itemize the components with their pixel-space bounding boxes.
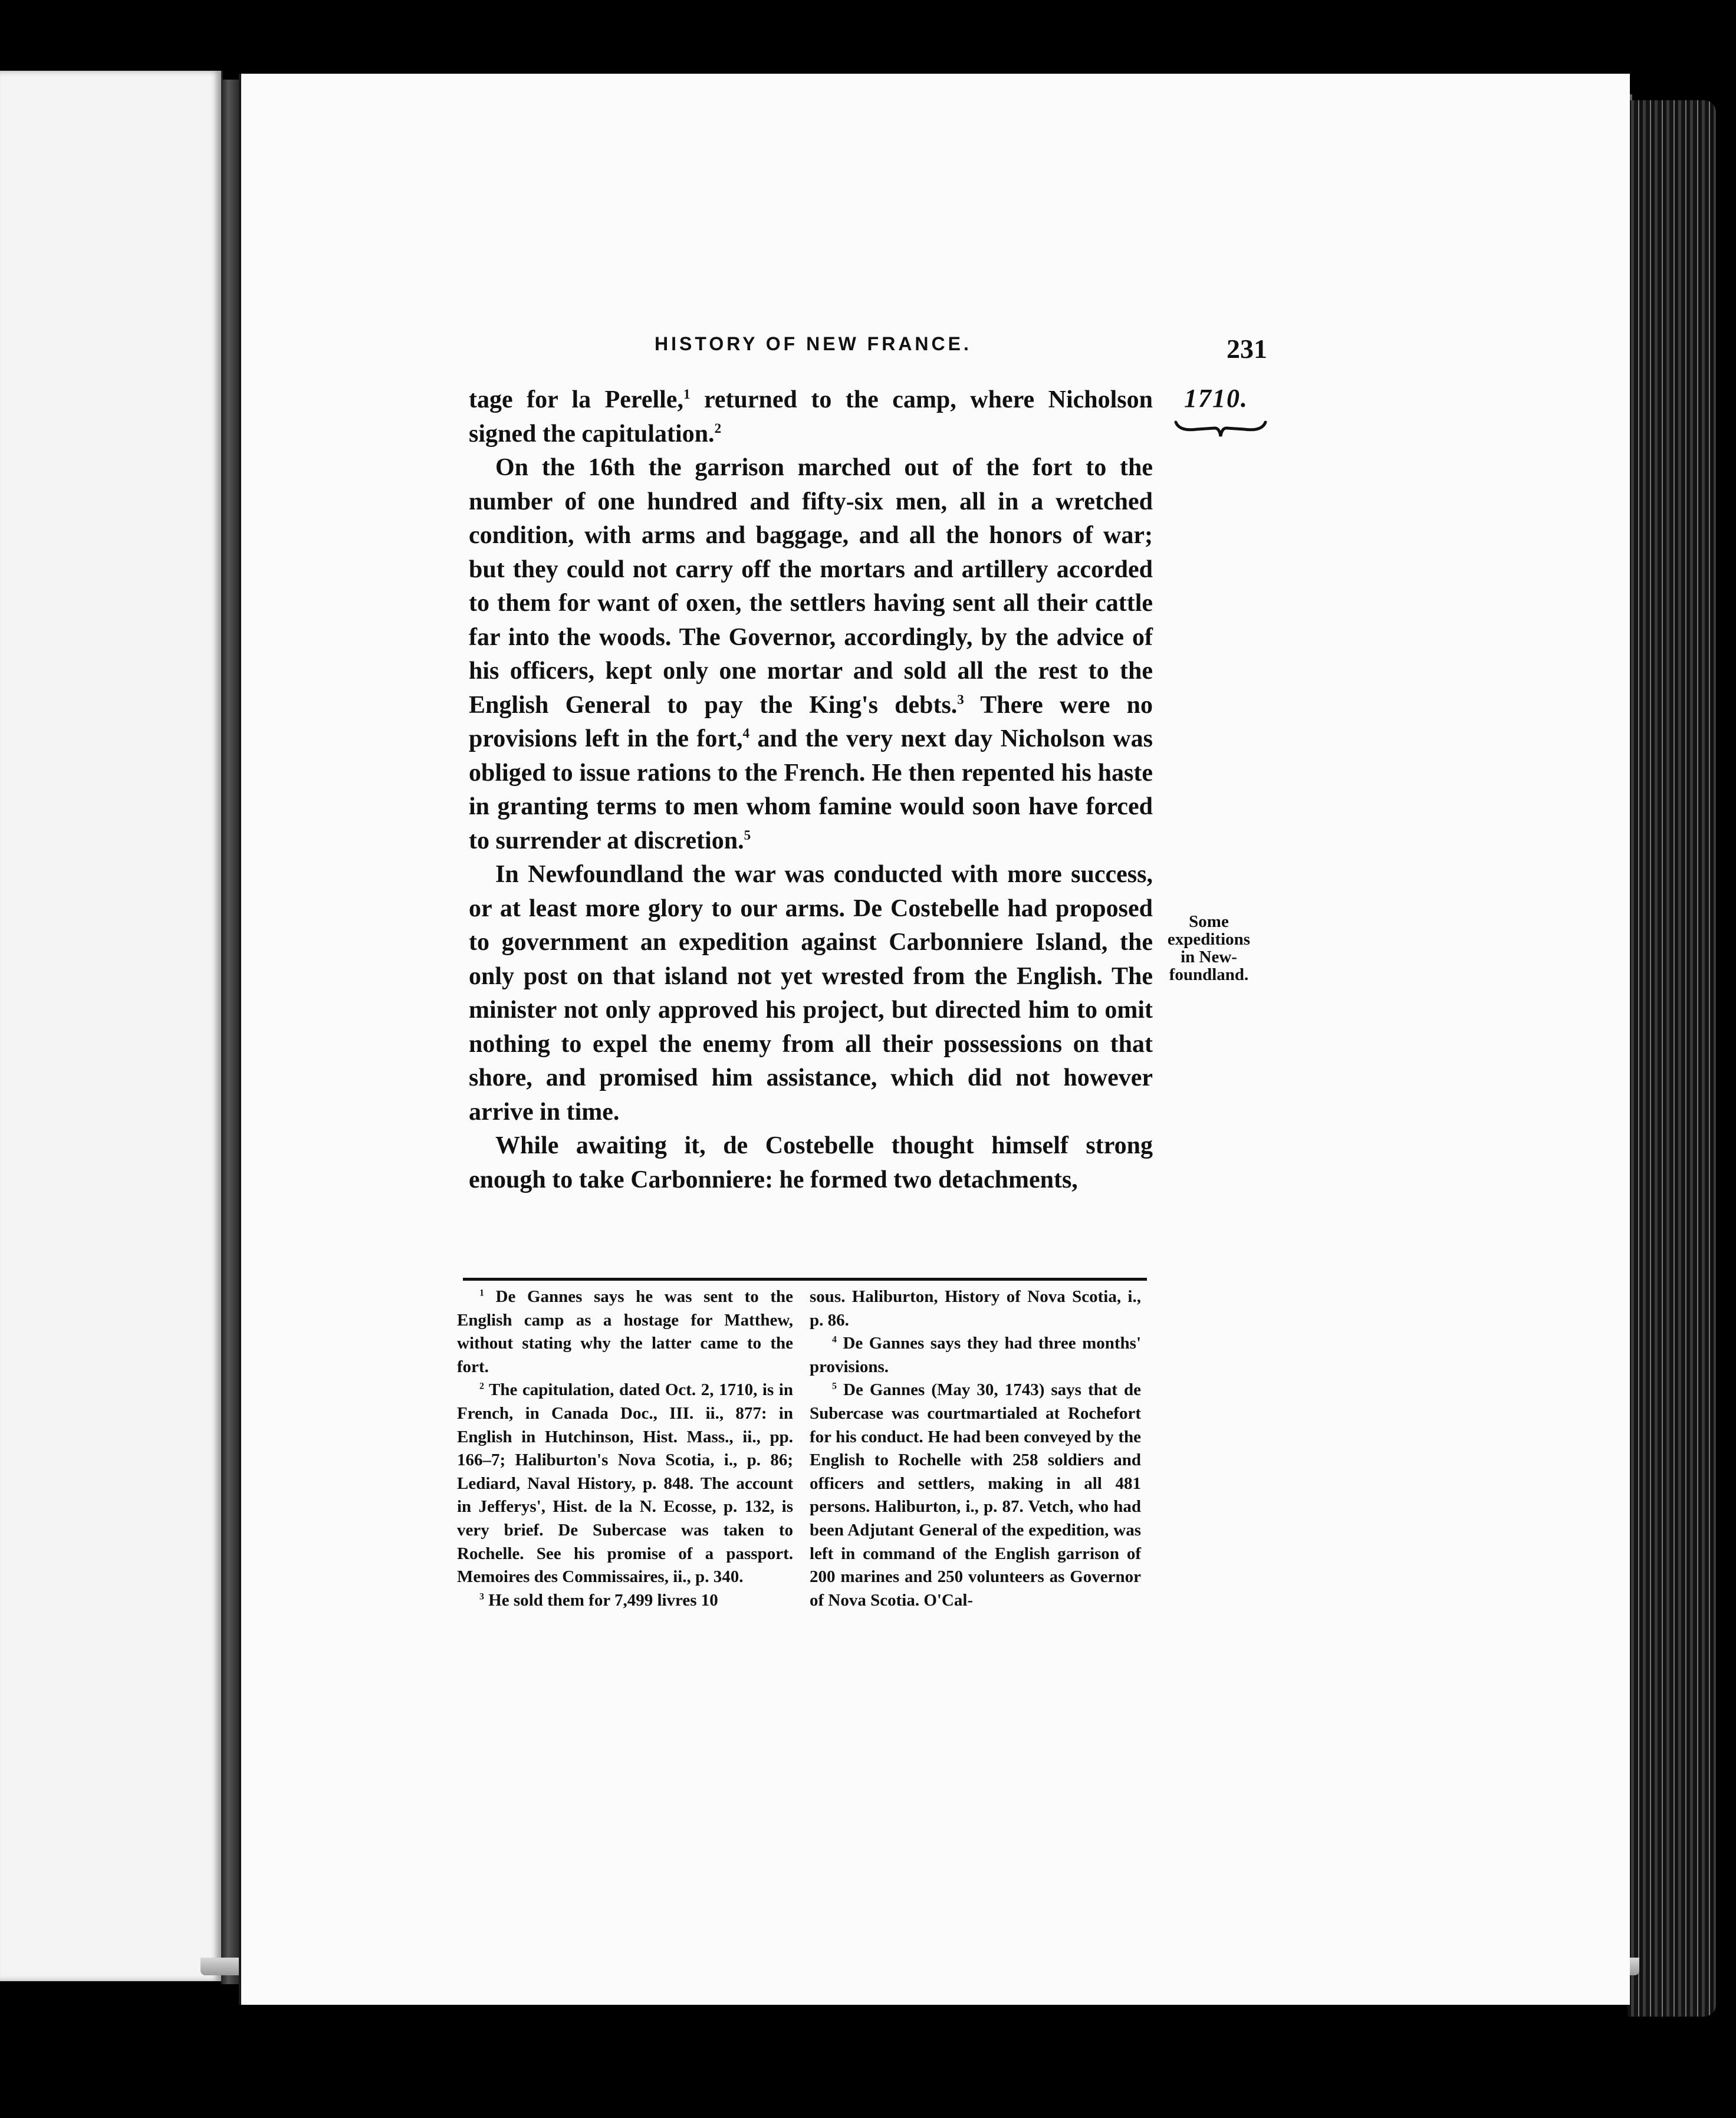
margin-brace-icon: [1173, 419, 1268, 442]
footnote-marker: 2: [714, 420, 722, 436]
footnote: [810, 1379, 1141, 1612]
facing-page-edge: [0, 71, 223, 1981]
footnotes-left-column: [457, 1285, 793, 1612]
running-head: HISTORY OF NEW FRANCE.: [655, 333, 972, 354]
margin-note-line: foundland.: [1169, 965, 1249, 984]
footnote-marker: 5: [744, 827, 751, 843]
body-paragraph: [469, 383, 1153, 451]
text-run: De Gannes says he was sent to the English camp as a hostage for Matthew, without stating why the latter came to the fort.: [457, 1287, 793, 1376]
text-run: sous. Haliburton, History of Nova Scotia, i., p. 86.: [810, 1287, 1141, 1330]
book-fore-edge: [1628, 100, 1716, 2017]
margin-note-line: in New-: [1181, 948, 1237, 966]
footnote-continuation: [810, 1285, 1141, 1332]
footnote: [457, 1379, 793, 1588]
text-run: De Gannes (May 30, 1743) says that de Subercase was courtmartialed at Rochefort for his conduct. He had been conveyed by the English to Rochelle with 258 soldiers and officers and settlers, making in all 481 persons. Haliburton, i., p. 87. Vetch, who had been Adjutant General of the expedition, was left in command of the English garrison of 200 marines and 250 volunteers as Governor of Nova Scotia. O'Cal-: [810, 1380, 1141, 1610]
footnote-marker: 4: [832, 1334, 837, 1345]
footnote-marker: 1: [479, 1288, 484, 1298]
margin-note-line: expeditions: [1167, 930, 1251, 949]
page-number: 231: [1227, 334, 1267, 364]
footnote-marker: 4: [742, 725, 750, 741]
text-run: The capitulation, dated Oct. 2, 1710, is in French, in Canada Doc., III. ii., 877: in English in Hutchinson, Hist. Mass., ii., pp. 166–7; Haliburton's Nova Scotia, i., p. 86; Lediard, Naval History, p. 848. The account in Jefferys', Hist. de la N. Ecosse, p. 132, is very brief. De Subercase was taken to Rochelle. See his promise of a passport. Memoires des Commissaires, ii., p. 340.: [457, 1380, 793, 1587]
footnote-marker: 2: [479, 1381, 484, 1392]
footnote: [457, 1285, 793, 1379]
body-paragraph: [469, 451, 1153, 858]
body-text: [469, 383, 1153, 1197]
footnote: [457, 1589, 793, 1613]
footnote: [810, 1332, 1141, 1379]
text-run: and the very next day Nicholson was obliged to issue rations to the French. He then repented his haste in granting terms to men whom famine would soon have forced to surrender at discretion.: [469, 725, 1153, 854]
margin-year: 1710.: [1184, 384, 1248, 413]
text-run: De Gannes says they had three months' provisions.: [810, 1334, 1141, 1376]
footnote-marker: 1: [683, 386, 691, 402]
footnote-marker: 3: [479, 1591, 484, 1602]
text-run: In Newfoundland the war was conducted with more success, or at least more glory to our arms. De Costebelle had proposed to government an expedition against Carbonniere Island, the only post on that island not yet wrested from the English. The minister not only approved his project, but directed him to omit nothing to expel the enemy from all their possessions on that shore, and promised him assistance, which did not however arrive in time.: [469, 861, 1153, 1126]
book-gutter: [221, 80, 239, 1984]
text-run: There were no provisions left in the fort,: [469, 691, 1153, 752]
margin-note: [1153, 913, 1265, 984]
text-run: tage for la Perelle,: [469, 386, 683, 413]
text-run: On the 16th the garrison marched out of the fort to the number of one hundred and fifty-six men, all in a wretched condition, with arms and baggage, and all the honors of war; but they could not carry off the mortars and artillery accorded to them for want of oxen, the settlers having sent all their cattle far into the woods. The Governor, accordingly, by the advice of his officers, kept only one mortar and sold all the rest to the English General to pay the King's debts.: [469, 454, 1153, 719]
margin-note-line: Some: [1189, 912, 1229, 931]
footnote-marker: 5: [832, 1381, 837, 1392]
body-paragraph: [469, 1129, 1153, 1197]
footnotes-right-column: [810, 1285, 1141, 1612]
footnote-marker: 3: [957, 691, 964, 707]
footnote-rule: [463, 1278, 1147, 1281]
text-run: While awaiting it, de Costebelle thought himself strong enough to take Carbonniere: he formed two detachments,: [469, 1132, 1153, 1193]
text-run: returned to the camp, where Nicholson signed the capitulation.: [469, 386, 1153, 448]
body-paragraph: [469, 858, 1153, 1129]
text-run: He sold them for 7,499 livres 10: [484, 1590, 718, 1610]
